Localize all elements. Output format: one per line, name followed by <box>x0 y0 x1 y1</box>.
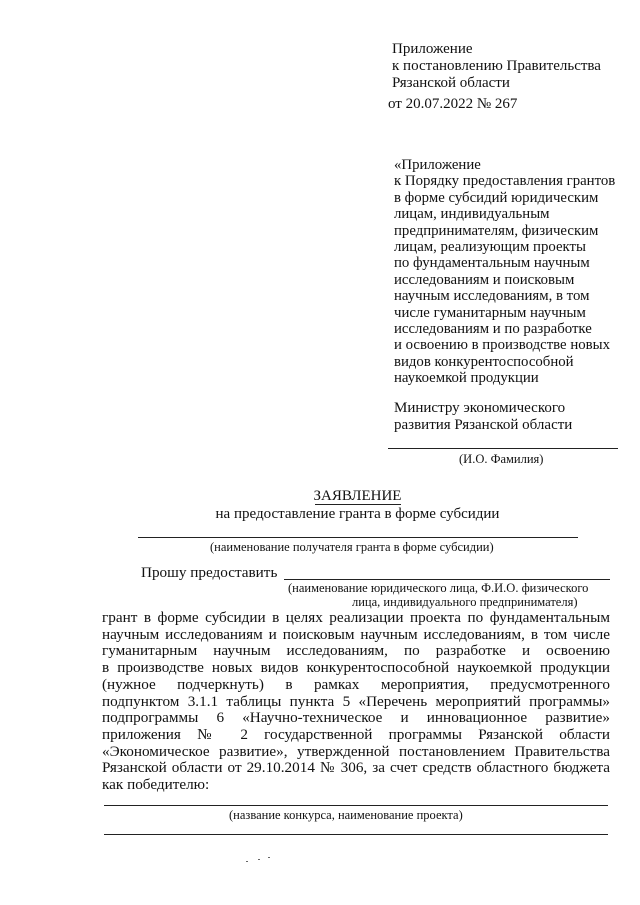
contest-underline-2 <box>104 834 608 835</box>
request-caption-line-1: (наименование юридического лица, Ф.И.О. физического <box>288 581 589 595</box>
body-line: «Экономическое развитие», утвержденной постановлением Правительства <box>102 742 610 760</box>
document-title: ЗАЯВЛЕНИЕ <box>313 488 402 504</box>
request-lead: Прошу предоставить <box>141 564 278 581</box>
recipient-caption: (наименование получателя гранта в форме субсидии) <box>210 540 494 554</box>
approval-date-number: от 20.07.2022 № 267 <box>388 96 518 112</box>
scan-speck <box>246 861 248 862</box>
appendix-line: предпринимателям, физическим <box>394 222 599 239</box>
body-line: научным исследованиям и поисковым научным исследованиям, в том числе <box>102 625 610 643</box>
body-line: в производстве новых видов конкурентоспособной наукоемкой продукции <box>102 659 610 677</box>
contest-caption: (название конкурса, наименование проекта) <box>229 808 463 822</box>
approval-line-1: Приложение <box>392 41 473 57</box>
appendix-line: исследованиям и поисковым <box>394 271 575 288</box>
request-underline <box>284 579 610 580</box>
body-paragraph <box>102 610 610 794</box>
appendix-line: числе гуманитарным научным <box>394 304 586 321</box>
body-line: подпрограммы 6 «Научно-техническое и инновационное развитие» <box>102 709 610 727</box>
appendix-line: исследованиям и по разработке <box>394 321 592 338</box>
approval-line-3: Рязанской области <box>392 75 510 91</box>
body-line: (нужное подчеркнуть) в рамках мероприятия, предусмотренного <box>102 675 610 693</box>
appendix-line: научным исследованиям, в том <box>394 288 590 305</box>
body-line: Рязанской области от 29.10.2014 № 306, за счет средств областного бюджета <box>102 759 610 777</box>
addressee-line-2: развития Рязанской области <box>394 417 573 433</box>
appendix-line: «Приложение <box>394 157 481 173</box>
document-title-underline <box>315 504 401 505</box>
recipient-underline <box>138 537 578 538</box>
body-line: гуманитарным научным исследованиям, по разработке и освоению <box>102 642 610 660</box>
addressee-name-underline <box>388 448 618 449</box>
scan-speck <box>258 859 260 860</box>
appendix-line: по фундаментальным научным <box>394 255 590 272</box>
request-caption-line-2: лица, индивидуального предпринимателя) <box>352 595 578 609</box>
appendix-line: в форме субсидий юридическим <box>394 189 599 206</box>
approval-line-2: к постановлению Правительства <box>392 58 601 74</box>
document-subtitle: на предоставление гранта в форме субсидии <box>215 506 500 522</box>
appendix-line: видов конкурентоспособной <box>394 353 574 370</box>
body-line: приложения № 2 государственной программы Рязанской области <box>102 725 610 743</box>
appendix-line: и освоению в производстве новых <box>394 337 610 354</box>
addressee-line-1: Министру экономического <box>394 400 566 416</box>
body-line: грант в форме субсидии в целях реализации проекта по фундаментальным <box>102 609 610 626</box>
addressee-name-caption: (И.О. Фамилия) <box>459 452 544 466</box>
scan-speck <box>268 857 270 858</box>
appendix-line: лицам, реализующим проекты <box>394 239 586 256</box>
body-line: как победителю: <box>102 776 210 794</box>
appendix-line: наукоемкой продукции <box>394 370 539 387</box>
appendix-line: лицам, индивидуальным <box>394 206 550 223</box>
appendix-block <box>394 157 615 387</box>
contest-underline-1 <box>104 805 608 806</box>
body-line: подпунктом 3.1.1 таблицы пункта 5 «Перечень мероприятий программы» <box>102 692 610 710</box>
appendix-line: к Порядку предоставления грантов <box>394 173 616 190</box>
